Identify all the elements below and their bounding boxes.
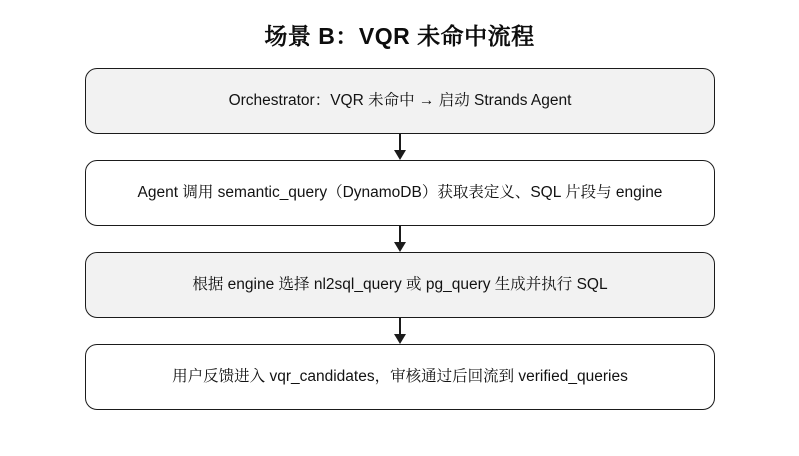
flow-node-1[interactable] [85, 68, 715, 134]
flow-node-3-label: 根据 engine 选择 nl2sql_query 或 pg_query 生成并执行 SQL [192, 275, 608, 293]
flow-node-4-label: 用户反馈进入 vqr_candidates，审核通过后回流到 verified_queries [172, 367, 628, 385]
flow-node-2-label: Agent 调用 semantic_query（DynamoDB）获取表定义、SQL 片段与 engine [137, 183, 663, 201]
flow-node-4[interactable] [85, 344, 715, 410]
flow-arrow-3-4 [85, 318, 715, 344]
flow-node-1-label: Orchestrator：VQR 未命中 → 启动 Strands Agent [228, 91, 572, 109]
arrow-head-icon [394, 334, 406, 344]
flow-arrow-2-3 [85, 226, 715, 252]
flowchart [85, 68, 715, 410]
arrow-head-icon [394, 150, 406, 160]
flow-node-3[interactable] [85, 252, 715, 318]
flow-arrow-1-2 [85, 134, 715, 160]
page-title: 场景 B：VQR 未命中流程 [264, 23, 535, 49]
flow-node-2[interactable] [85, 160, 715, 226]
arrow-head-icon [394, 242, 406, 252]
